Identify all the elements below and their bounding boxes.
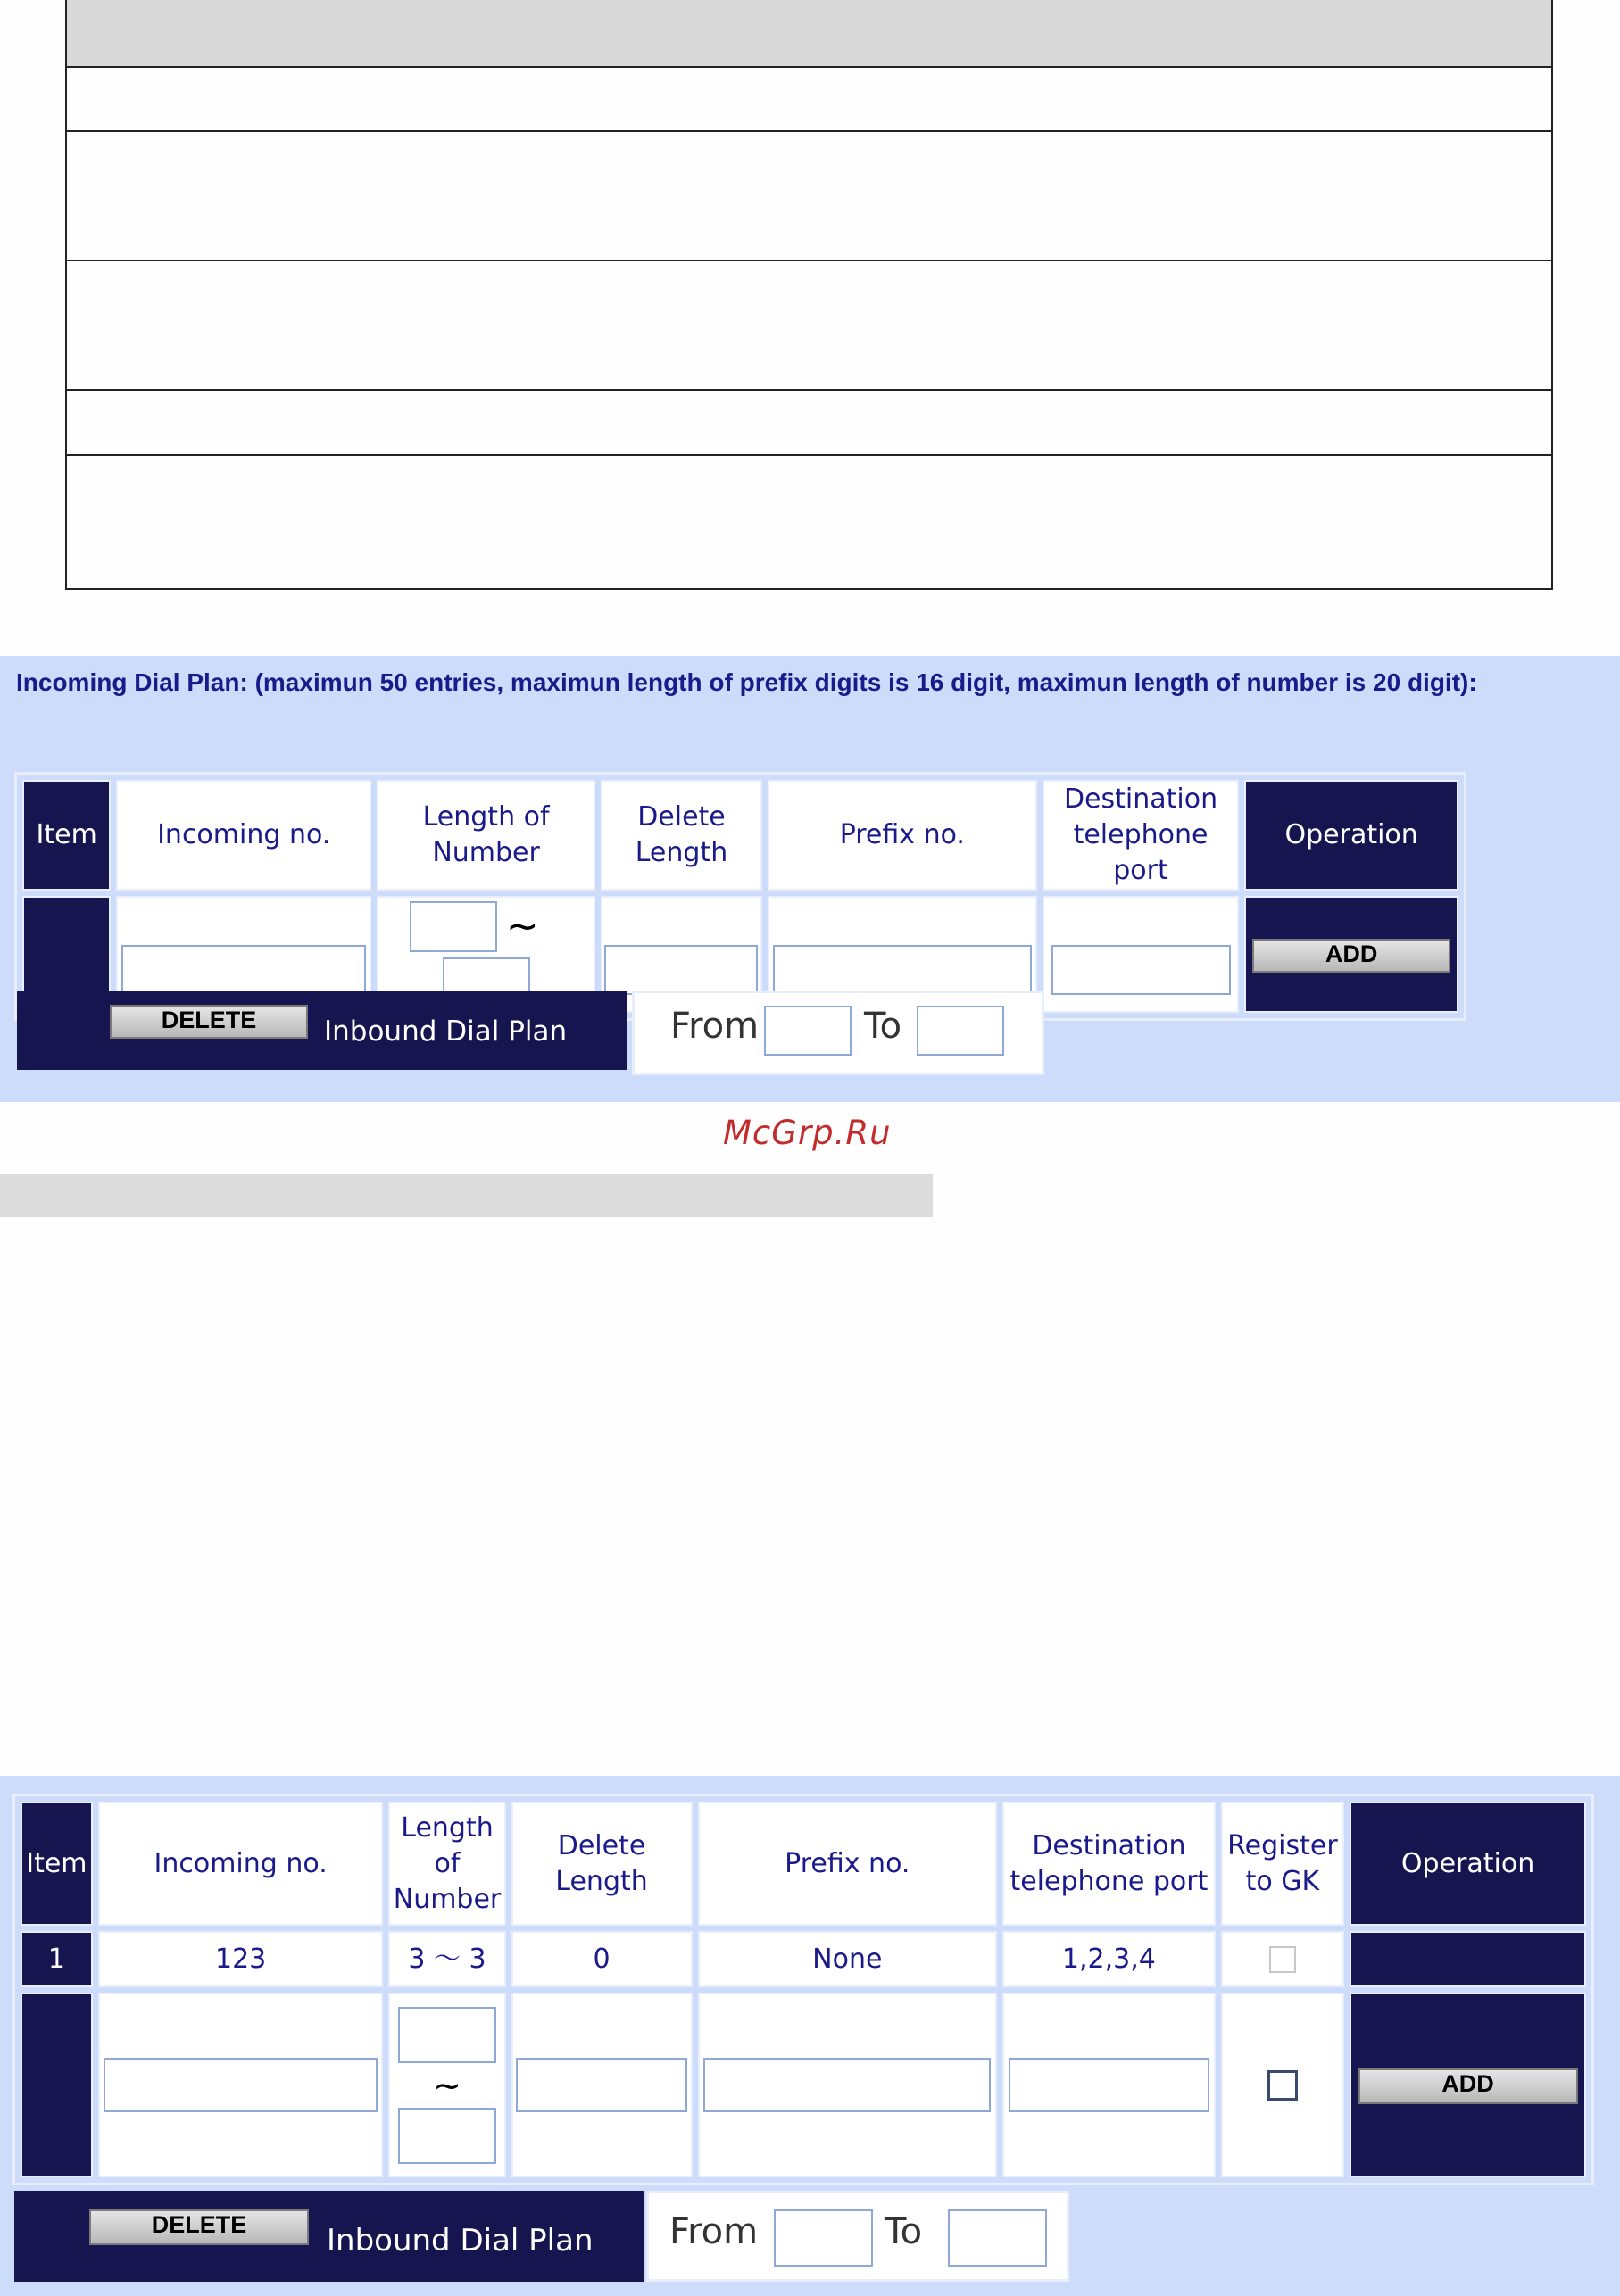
header-length-line-2: Number (432, 837, 540, 868)
delete-length-input[interactable] (604, 945, 758, 995)
outline-row-1 (67, 66, 1551, 130)
header-length-line-2: of (434, 1847, 461, 1879)
header-register-to-gk (1221, 1802, 1344, 1926)
delete-bar (14, 2191, 644, 2282)
header-register-line-1: Register (1227, 1829, 1338, 1861)
from-input[interactable] (774, 2209, 873, 2267)
delete-caption: Inbound Dial Plan (324, 1015, 568, 1048)
register-to-gk-checkbox[interactable] (1267, 2070, 1298, 2101)
header-length-of-number (377, 780, 595, 891)
new-entry-register-cell (1221, 1993, 1344, 2177)
new-entry-incoming-cell (98, 1993, 384, 2177)
to-label: To (885, 2211, 923, 2252)
outline-row-4 (67, 389, 1551, 454)
add-button[interactable]: ADD (1358, 2068, 1578, 2104)
prefix-no-input[interactable] (773, 945, 1032, 995)
to-label: To (864, 1006, 902, 1047)
header-operation: Operation (1350, 1802, 1586, 1926)
row-item: 1 (21, 1931, 93, 1987)
length-min-input[interactable] (398, 2007, 496, 2063)
header-incoming-no: Incoming no. (116, 780, 371, 891)
add-button[interactable]: ADD (1252, 939, 1450, 973)
to-input[interactable] (948, 2209, 1047, 2267)
destination-port-input[interactable] (1051, 945, 1231, 995)
header-operation: Operation (1244, 780, 1458, 891)
header-prefix-no: Prefix no. (768, 780, 1037, 891)
incoming-dial-plan-panel (0, 656, 1620, 1102)
header-dest-line-1: Destination (1032, 1829, 1186, 1861)
header-dest-line-2: telephone port (1073, 819, 1209, 886)
new-entry-operation-cell (1350, 1993, 1586, 2177)
panel-title: Incoming Dial Plan: (maximun 50 entries, maximun length of prefix digits is 16 digit, maximun length of number is 20 digit): (16, 668, 1477, 696)
new-entry-length-cell (388, 1993, 505, 2177)
row-register-checkbox (1269, 1946, 1296, 1973)
incoming-no-input[interactable] (121, 945, 366, 995)
tilde-symbol: ~ (505, 903, 539, 949)
header-length-line-3: Number (393, 1883, 502, 1915)
header-length-line-1: Length of (422, 801, 550, 833)
incoming-no-input[interactable] (104, 2058, 378, 2112)
new-entry-item-cell (21, 1993, 93, 2177)
length-min-input[interactable] (410, 901, 497, 952)
row-register-cell (1221, 1931, 1344, 1987)
delete-range-box (646, 2191, 1069, 2282)
header-delete-line-2: Length (635, 837, 728, 868)
header-register-line-2: to GK (1245, 1865, 1320, 1897)
length-max-input[interactable] (398, 2108, 496, 2164)
incoming-dial-plan-panel-gk (0, 1776, 1620, 2296)
header-delete-line-2: Length (555, 1865, 648, 1897)
header-length-of-number (388, 1802, 505, 1926)
header-item: Item (21, 1802, 93, 1926)
new-entry-prefix-cell (698, 1993, 998, 2177)
to-input[interactable] (917, 1006, 1004, 1056)
new-entry-row (21, 1993, 1586, 2177)
header-delete-length (511, 1802, 693, 1926)
header-delete-line-1: Delete (637, 801, 726, 833)
header-destination-port (1002, 1802, 1216, 1926)
dial-plan-table (14, 772, 1466, 1021)
header-length-line-1: Length (401, 1811, 494, 1844)
new-entry-operation-cell (1244, 896, 1458, 1013)
destination-port-input[interactable] (1009, 2058, 1209, 2112)
from-label: From (670, 1006, 760, 1047)
header-item: Item (22, 780, 111, 891)
prefix-no-input[interactable] (703, 2058, 991, 2112)
outline-row-2 (67, 130, 1551, 260)
delete-button[interactable]: DELETE (110, 1005, 308, 1039)
outline-row-5 (67, 454, 1551, 588)
delete-button[interactable]: DELETE (89, 2209, 309, 2245)
from-input[interactable] (764, 1006, 852, 1056)
header-incoming-no: Incoming no. (98, 1802, 384, 1926)
watermark-text: McGrp.Ru (723, 1114, 892, 1152)
delete-bar (17, 991, 627, 1070)
row-delete-length: 0 (511, 1931, 693, 1987)
table-header-row (21, 1802, 1586, 1926)
row-destination-port: 1,2,3,4 (1002, 1931, 1216, 1987)
row-operation-cell (1350, 1931, 1586, 1987)
delete-length-input[interactable] (516, 2058, 687, 2112)
header-delete-length (601, 780, 762, 891)
row-incoming-no: 123 (98, 1931, 384, 1987)
new-entry-delete-cell (511, 1993, 693, 2177)
table-row (21, 1931, 1586, 1987)
row-length: 3 ～ 3 (388, 1931, 505, 1987)
gray-divider-bar (0, 1174, 933, 1217)
row-prefix-no: None (698, 1931, 998, 1987)
table-header-row (22, 780, 1458, 891)
outline-header-row (67, 0, 1551, 66)
header-dest-line-1: Destination (1063, 783, 1218, 815)
tilde-symbol: ~ (433, 2065, 461, 2105)
header-destination-port (1043, 780, 1240, 891)
dial-plan-table-gk (12, 1794, 1594, 2185)
new-entry-dest-cell (1043, 896, 1240, 1013)
empty-outline-table (65, 0, 1553, 590)
new-entry-dest-cell (1002, 1993, 1216, 2177)
delete-range-box (632, 991, 1044, 1075)
delete-caption: Inbound Dial Plan (327, 2223, 594, 2259)
from-label: From (669, 2211, 759, 2252)
header-prefix-no: Prefix no. (698, 1802, 998, 1926)
header-delete-line-1: Delete (557, 1829, 646, 1861)
header-dest-line-2: telephone port (1009, 1865, 1209, 1897)
outline-row-3 (67, 260, 1551, 389)
